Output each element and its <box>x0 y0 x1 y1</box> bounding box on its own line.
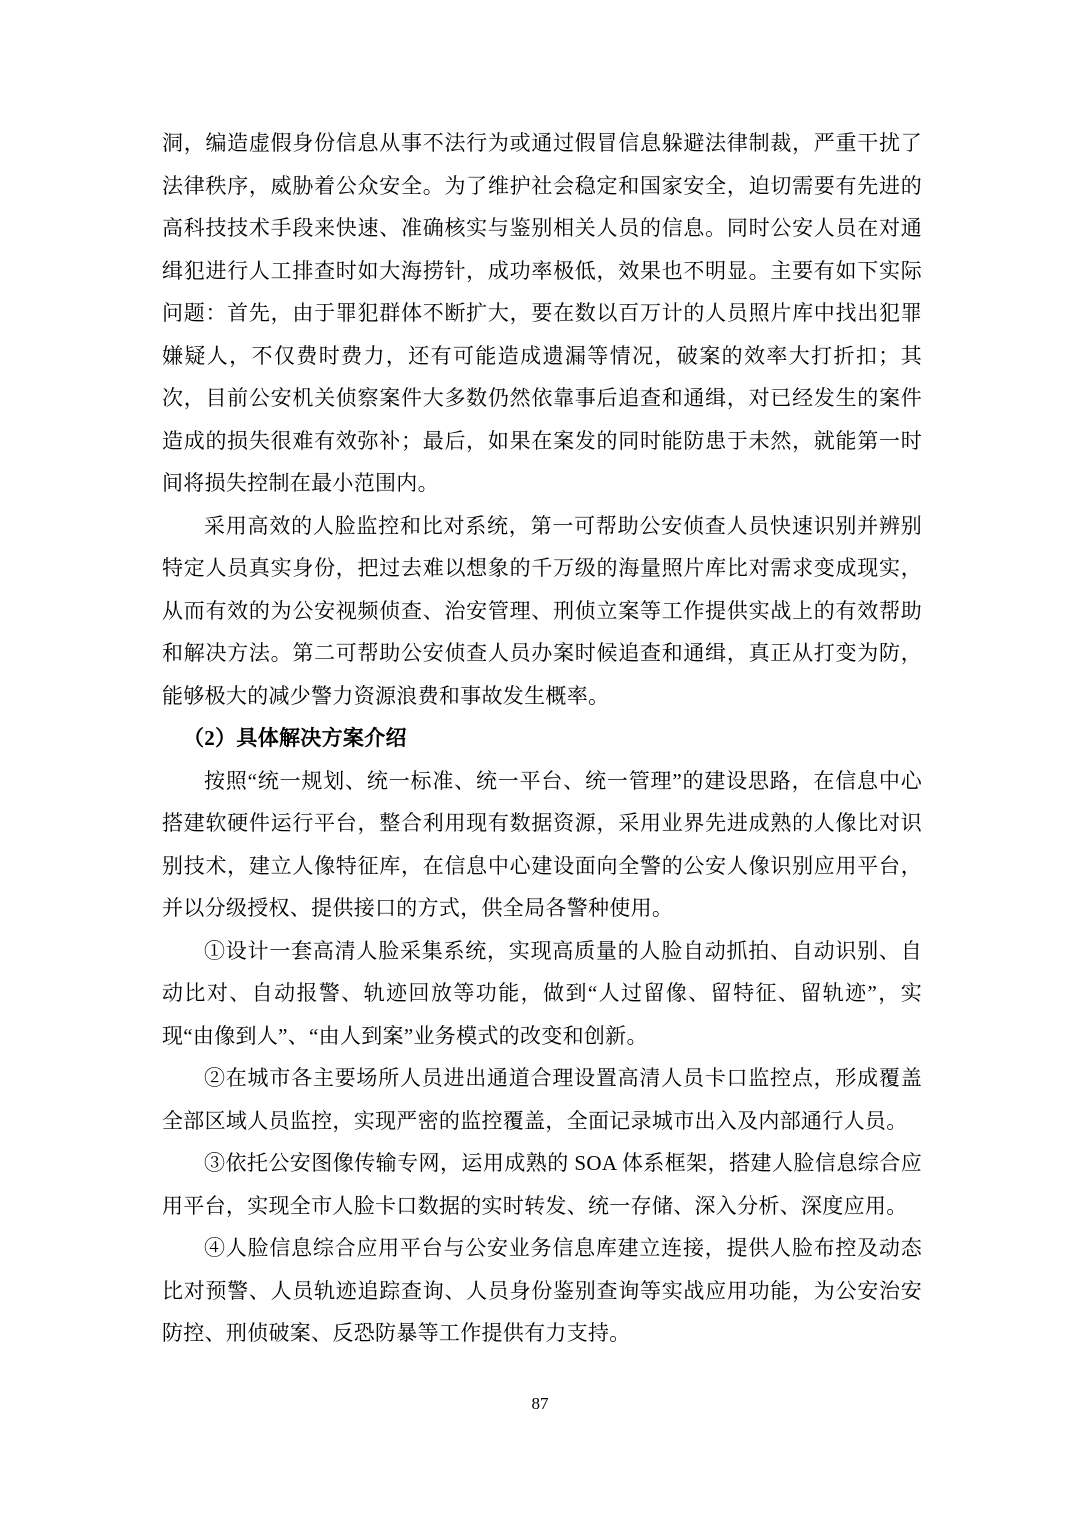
paragraph-overview: 按照“统一规划、统一标准、统一平台、统一管理”的建设思路，在信息中心搭建软硬件运行平台，整合利用现有数据资源，采用业界先进成熟的人像比对识别技术，建立人像特征库，在信息中心建设面向全警的公安人像识别应用平台，并以分级授权、提供接口的方式，供全局各警种使用。 <box>162 768 922 920</box>
numbered-item-2: ②在城市各主要场所人员进出通道合理设置高清人员卡口监控点，形成覆盖全部区域人员监控，实现严密的监控覆盖，全面记录城市出入及内部通行人员。 <box>162 1066 922 1133</box>
numbered-item-1: ①设计一套高清人脸采集系统，实现高质量的人脸自动抓拍、自动识别、自动比对、自动报警、轨迹回放等功能，做到“人过留像、留特征、留轨迹”，实现“由像到人”、“由人到案”业务模式的改变和创新。 <box>162 938 922 1048</box>
paragraph-continuation: 洞，编造虚假身份信息从事不法行为或通过假冒信息躲避法律制裁，严重干扰了法律秩序，威胁着公众安全。为了维护社会稳定和国家安全，迫切需要有先进的高科技技术手段来快速、准确核实与鉴别相关人员的信息。同时公安人员在对通缉犯进行人工排查时如大海捞针，成功率极低，效果也不明显。主要有如下实际问题：首先，由于罪犯群体不断扩大，要在数以百万计的人员照片库中找出犯罪嫌疑人，不仅费时费力，还有可能造成遗漏等情况，破案的效率大打折扣；其次，目前公安机关侦察案件大多数仍然依靠事后追查和通缉，对已经发生的案件造成的损失很难有效弥补；最后，如果在案发的同时能防患于未然，就能第一时间将损失控制在最小范围内。 <box>162 131 922 495</box>
numbered-item-3: ③依托公安图像传输专网，运用成熟的 SOA 体系框架，搭建人脸信息综合应用平台，实现全市人脸卡口数据的实时转发、统一存储、深入分析、深度应用。 <box>162 1151 922 1218</box>
paragraph-benefits: 采用高效的人脸监控和比对系统，第一可帮助公安侦查人员快速识别并辨别特定人员真实身份，把过去难以想象的千万级的海量照片库比对需求变成现实，从而有效的为公安视频侦查、治安管理、刑侦立案等工作提供实战上的有效帮助和解决方法。第二可帮助公安侦查人员办案时候追查和通缉，真正从打变为防，能够极大的减少警力资源浪费和事故发生概率。 <box>162 513 922 708</box>
section-heading: （2）具体解决方案介绍 <box>183 726 407 750</box>
numbered-item-4: ④人脸信息综合应用平台与公安业务信息库建立连接，提供人脸布控及动态比对预警、人员轨迹追踪查询、人员身份鉴别查询等实战应用功能，为公安治安防控、刑侦破案、反恐防暴等工作提供有力支持。 <box>162 1236 922 1345</box>
page-number: 87 <box>531 1394 549 1413</box>
document-body <box>162 122 922 1355</box>
